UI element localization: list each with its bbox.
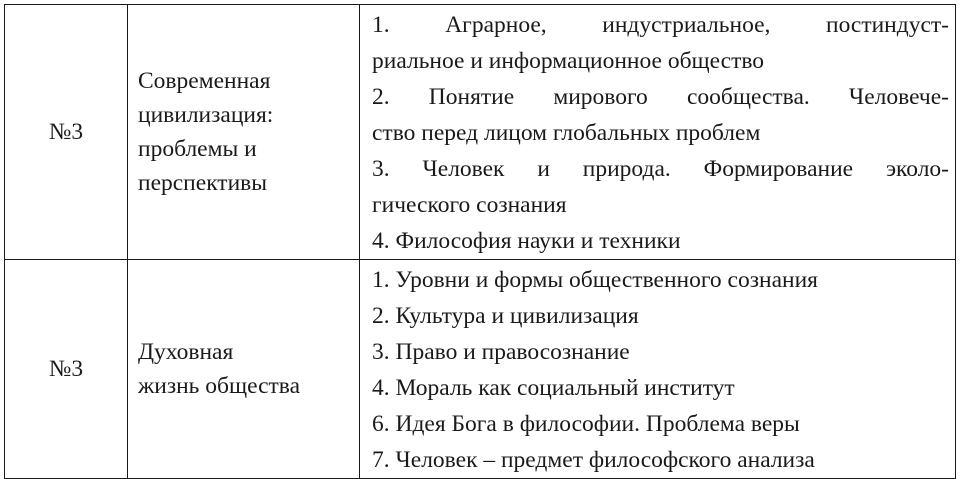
table-row	[5, 5, 956, 260]
list-item-line: ство перед лицом глобальных проблем	[372, 120, 761, 146]
section-number: №3	[48, 356, 84, 382]
table-row	[5, 260, 956, 479]
list-item	[372, 262, 949, 298]
list-item	[372, 370, 949, 406]
list-item-line: гического сознания	[372, 192, 567, 218]
list-item-line: 1. Уровни и формы общественного сознания	[372, 267, 818, 293]
list-item-line: 3. Человек и природа. Формирование эколо-	[372, 156, 949, 182]
topic-items-cell	[360, 260, 956, 479]
list-item-line: 2. Культура и цивилизация	[372, 303, 639, 329]
list-item-line: 4. Философия науки и техники	[372, 228, 681, 254]
list-item-line: 1. Аграрное, индустриальное, постиндуст-	[372, 12, 949, 38]
topic-title-line: жизнь общества	[138, 373, 300, 399]
list-item	[372, 298, 949, 334]
list-item-line: 2. Понятие мирового сообщества. Человече-	[372, 84, 949, 110]
list-item	[372, 406, 949, 442]
topics-table	[4, 4, 956, 479]
list-item	[372, 7, 949, 79]
topic-title-line: Современная	[138, 68, 271, 94]
list-item-line: 6. Идея Бога в философии. Проблема веры	[372, 411, 800, 437]
section-number: №3	[48, 119, 84, 145]
topic-title-line: цивилизация:	[138, 102, 274, 128]
list-item-line: 3. Право и правосознание	[372, 339, 630, 365]
list-item-line: 7. Человек – предмет философского анализа	[372, 447, 815, 473]
topic-title-line: перспективы	[138, 170, 268, 196]
section-number-cell	[5, 260, 128, 479]
list-item	[372, 334, 949, 370]
topic-items-cell	[360, 5, 956, 260]
list-item-line: 4. Мораль как социальный институт	[372, 375, 735, 401]
list-item	[372, 151, 949, 223]
list-item	[372, 79, 949, 151]
topic-title-cell	[128, 260, 360, 479]
topic-title-line: проблемы и	[138, 136, 257, 162]
list-item-line: риальное и информационное общество	[372, 48, 765, 74]
topic-title-line: Духовная	[138, 339, 234, 365]
topic-title-cell	[128, 5, 360, 260]
list-item	[372, 223, 949, 259]
section-number-cell	[5, 5, 128, 260]
